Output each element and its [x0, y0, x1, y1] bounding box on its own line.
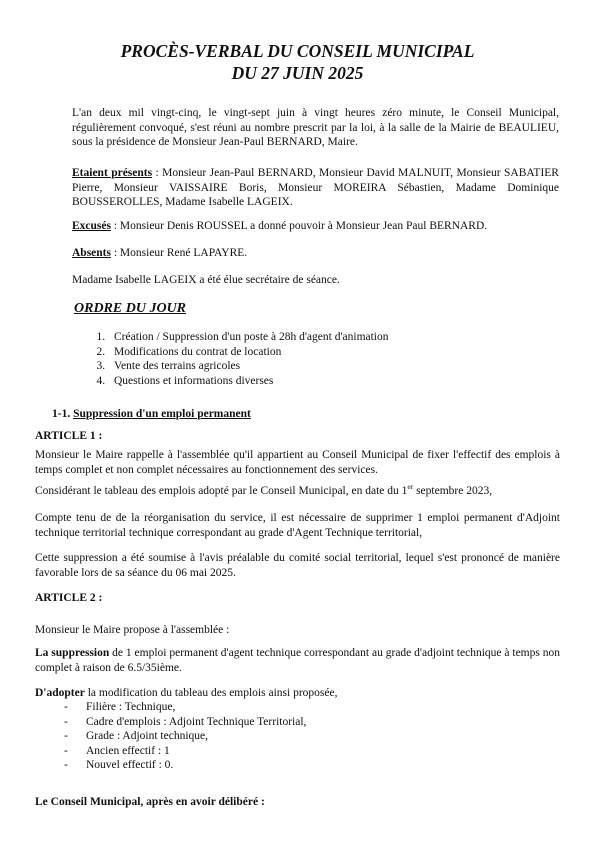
attendees-paragraph — [72, 166, 559, 210]
agenda-item: 4. Questions et informations diverses — [108, 374, 389, 389]
section-title: Suppression d'un emploi permanent — [73, 408, 251, 420]
attendees-label: Etaient présents — [72, 167, 153, 179]
intro-paragraph: L'an deux mil vingt-cinq, le vingt-sept juin à vingt heures zéro minute, le Conseil Municipal, régulièrement convoqué, s'est réuni au nombre prescrit par la loi, à la salle de la Mairie de BEAULIEU, sous la présidence de Monsieur Jean-Paul BERNARD, Maire. — [72, 107, 559, 149]
document-title-line1: PROCÈS-VERBAL DU CONSEIL MUNICIPAL — [120, 41, 475, 61]
article-2-suppression — [35, 646, 560, 675]
list-item: - Nouvel effectif : 0. — [64, 758, 306, 773]
article-1-paragraph-4: Cette suppression a été soumise à l'avis préalable du comité social territorial, lequel s'est prononcé de manière favorable lors de sa séance du 06 mai 2025. — [35, 552, 560, 579]
section-heading — [52, 408, 251, 420]
agenda-item: 3. Vente des terrains agricoles — [108, 359, 389, 374]
suppression-text: de 1 emploi permanent d'agent technique correspondant au grade d'adjoint technique à temps non complet à raison de 6.5/35ième. — [35, 647, 560, 674]
agenda-item: 1. Création / Suppression d'un poste à 28h d'agent d'animation — [108, 330, 389, 345]
conclusion-line: Le Conseil Municipal, après en avoir délibéré : — [35, 796, 265, 808]
list-item: - Ancien effectif : 1 — [64, 744, 306, 759]
section-number: 1-1. — [52, 408, 71, 420]
secretary-paragraph: Madame Isabelle LAGEIX a été élue secrétaire de séance. — [72, 274, 340, 286]
agenda-heading: ORDRE DU JOUR — [74, 301, 187, 316]
article-1-paragraph-3: Compte tenu de de la réorganisation du service, il est nécessaire de supprimer 1 emploi permanent d'Adjoint technique territorial technique correspondant au grade d'Agent Technique territorial, — [35, 512, 560, 539]
attendees-text: : Monsieur Jean-Paul BERNARD, Monsieur David MALNUIT, Monsieur SABATIER Pierre, Monsieur VAISSAIRE Boris, Monsieur MOREIRA Sébastien, Madame Dominique BOUSSEROLLES, Madame Isabelle LAGEIX. — [72, 167, 559, 209]
article-2-heading: ARTICLE 2 : — [35, 592, 103, 604]
adopter-label: D'adopter — [35, 687, 85, 699]
suppression-label: La suppression — [35, 647, 110, 659]
absent-label: Absents — [72, 247, 111, 259]
list-item: - Filière : Technique, — [64, 700, 306, 715]
agenda-list — [88, 330, 389, 388]
article-2-adopter — [35, 686, 560, 701]
list-item: - Cadre d'emplois : Adjoint Technique Territorial, — [64, 715, 306, 730]
excused-text: : Monsieur Denis ROUSSEL a donné pouvoir à Monsieur Jean Paul BERNARD. — [110, 220, 488, 232]
article-1-p2-superscript: er — [407, 482, 414, 492]
list-item: - Grade : Adjoint technique, — [64, 729, 306, 744]
absent-text: : Monsieur René LAPAYRE. — [110, 247, 248, 259]
document-title-line2: DU 27 JUIN 2025 — [231, 63, 364, 83]
article-2-intro: Monsieur le Maire propose à l'assemblée : — [35, 624, 230, 636]
excused-label: Excusés — [72, 220, 111, 232]
article-1-heading: ARTICLE 1 : — [35, 430, 103, 442]
excused-paragraph — [72, 219, 559, 234]
article-1-paragraph-2 — [35, 484, 560, 499]
agenda-item: 2. Modifications du contrat de location — [108, 345, 389, 360]
article-1-p2-text: Considérant le tableau des emplois adopté par le Conseil Municipal, en date du 1 — [35, 485, 408, 497]
employment-table-list — [64, 700, 306, 773]
article-1-p2-date: septembre 2023, — [413, 485, 493, 497]
adopter-text: la modification du tableau des emplois ainsi proposée, — [84, 687, 338, 699]
article-1-paragraph-1: Monsieur le Maire rappelle à l'assemblée qu'il appartient au Conseil Municipal de fixer l'effectif des emplois à temps complet et non complet nécessaires au fonctionnement des services. — [35, 449, 560, 476]
absent-paragraph — [72, 246, 559, 261]
